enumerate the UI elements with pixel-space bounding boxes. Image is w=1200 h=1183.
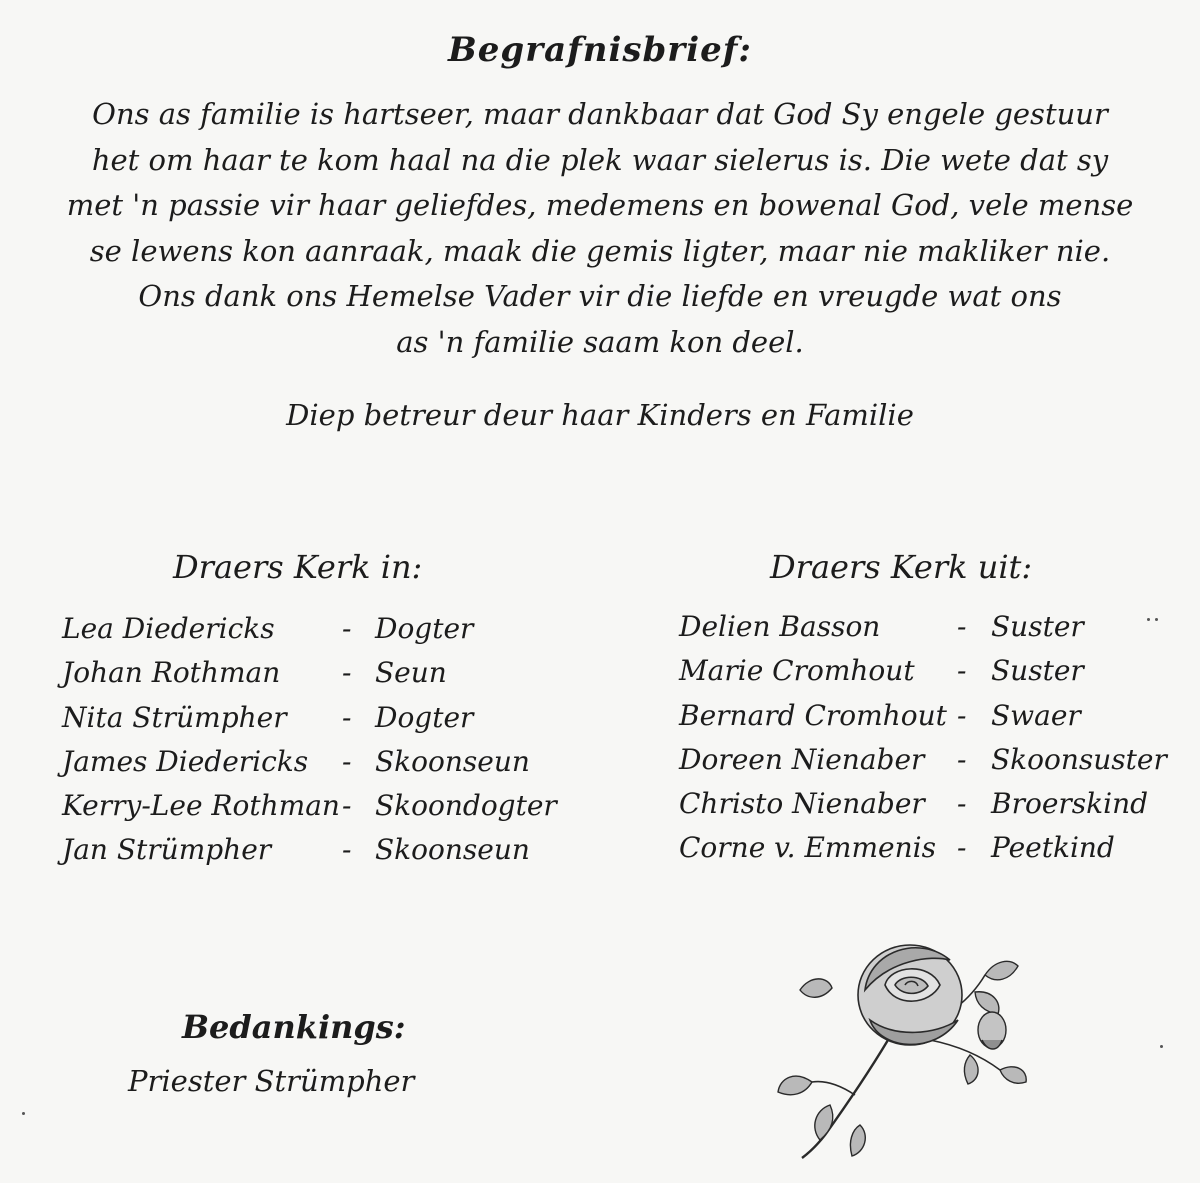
letter-title: Begrafnisbrief: xyxy=(448,30,752,70)
list-item xyxy=(62,612,562,656)
separator-dash: - xyxy=(957,831,967,865)
bearers-out-title: Draers Kerk uit: xyxy=(770,548,1033,586)
bearer-relation: Peetkind xyxy=(991,831,1115,865)
bearer-relation: Seun xyxy=(375,656,447,690)
bearer-name: Christo Nienaber xyxy=(679,787,925,821)
bearer-name: Nita Strümpher xyxy=(62,700,287,734)
separator-dash: - xyxy=(342,789,352,823)
bearer-name: Corne v. Emmenis xyxy=(679,831,936,865)
list-item xyxy=(62,701,562,745)
bearer-relation: Skoonsuster xyxy=(991,742,1167,776)
list-item xyxy=(62,833,562,877)
list-item xyxy=(679,787,1179,831)
bearer-relation: Suster xyxy=(991,654,1084,688)
separator-dash: - xyxy=(957,610,967,643)
letter-line: Ons dank ons Hemelse Vader vir die liefde en vreugde wat ons xyxy=(138,279,1062,314)
bearers-out-list xyxy=(679,610,1179,876)
speck xyxy=(22,1112,25,1115)
bearer-name: Bernard Cromhout xyxy=(679,698,947,732)
list-item xyxy=(62,745,562,789)
separator-dash: - xyxy=(957,654,967,688)
bearer-name: James Diedericks xyxy=(62,744,309,778)
bearers-in-title: Draers Kerk in: xyxy=(173,548,423,586)
bearer-relation: Suster xyxy=(991,610,1084,643)
speck xyxy=(1147,618,1150,621)
bearer-relation: Skoonseun xyxy=(375,833,530,867)
separator-dash: - xyxy=(342,700,352,734)
bearer-name: Johan Rothman xyxy=(62,656,281,690)
list-item xyxy=(679,743,1179,787)
bearer-name: Marie Cromhout xyxy=(679,654,915,688)
bearer-name: Lea Diedericks xyxy=(62,612,275,645)
separator-dash: - xyxy=(957,698,967,732)
bearer-name: Kerry-Lee Rothman xyxy=(62,789,340,823)
thanks-name: Priester Strümpher xyxy=(128,1064,415,1098)
bearer-name: Delien Basson xyxy=(679,610,881,643)
bearer-relation: Swaer xyxy=(991,698,1081,732)
separator-dash: - xyxy=(957,742,967,776)
rose-illustration xyxy=(770,930,1030,1160)
list-item xyxy=(679,654,1179,698)
letter-line: as 'n familie saam kon deel. xyxy=(396,324,804,359)
bearers-in-list xyxy=(62,612,562,878)
separator-dash: - xyxy=(342,833,352,867)
letter-line: met 'n passie vir haar geliefdes, medemens en bowenal God, vele mense xyxy=(66,188,1134,223)
list-item xyxy=(679,610,1179,654)
list-item xyxy=(62,789,562,833)
list-item xyxy=(679,831,1179,875)
speck xyxy=(1160,1045,1163,1048)
letter-line: se lewens kon aanraak, maak die gemis ligter, maar nie makliker nie. xyxy=(89,233,1111,268)
separator-dash: - xyxy=(342,612,352,645)
bearer-relation: Broerskind xyxy=(991,787,1149,821)
separator-dash: - xyxy=(342,656,352,690)
letter-line: Ons as familie is hartseer, maar dankbaar dat God Sy engele gestuur xyxy=(92,97,1108,131)
separator-dash: - xyxy=(957,787,967,821)
bearer-name: Doreen Nienaber xyxy=(679,742,925,776)
bearer-name: Jan Strümpher xyxy=(62,833,272,867)
thanks-title: Bedankings: xyxy=(182,1008,406,1046)
bearer-relation: Dogter xyxy=(375,612,474,645)
letter-signoff: Diep betreur deur haar Kinders en Familie xyxy=(286,398,914,432)
letter-body xyxy=(0,92,1200,366)
bearer-relation: Skoondogter xyxy=(375,789,557,823)
bearer-relation: Skoonseun xyxy=(375,744,530,778)
list-item xyxy=(679,699,1179,743)
speck xyxy=(1155,618,1158,621)
separator-dash: - xyxy=(342,744,352,778)
bearer-relation: Dogter xyxy=(375,700,474,734)
list-item xyxy=(62,656,562,700)
letter-line: het om haar te kom haal na die plek waar sielerus is. Die wete dat sy xyxy=(91,142,1109,177)
